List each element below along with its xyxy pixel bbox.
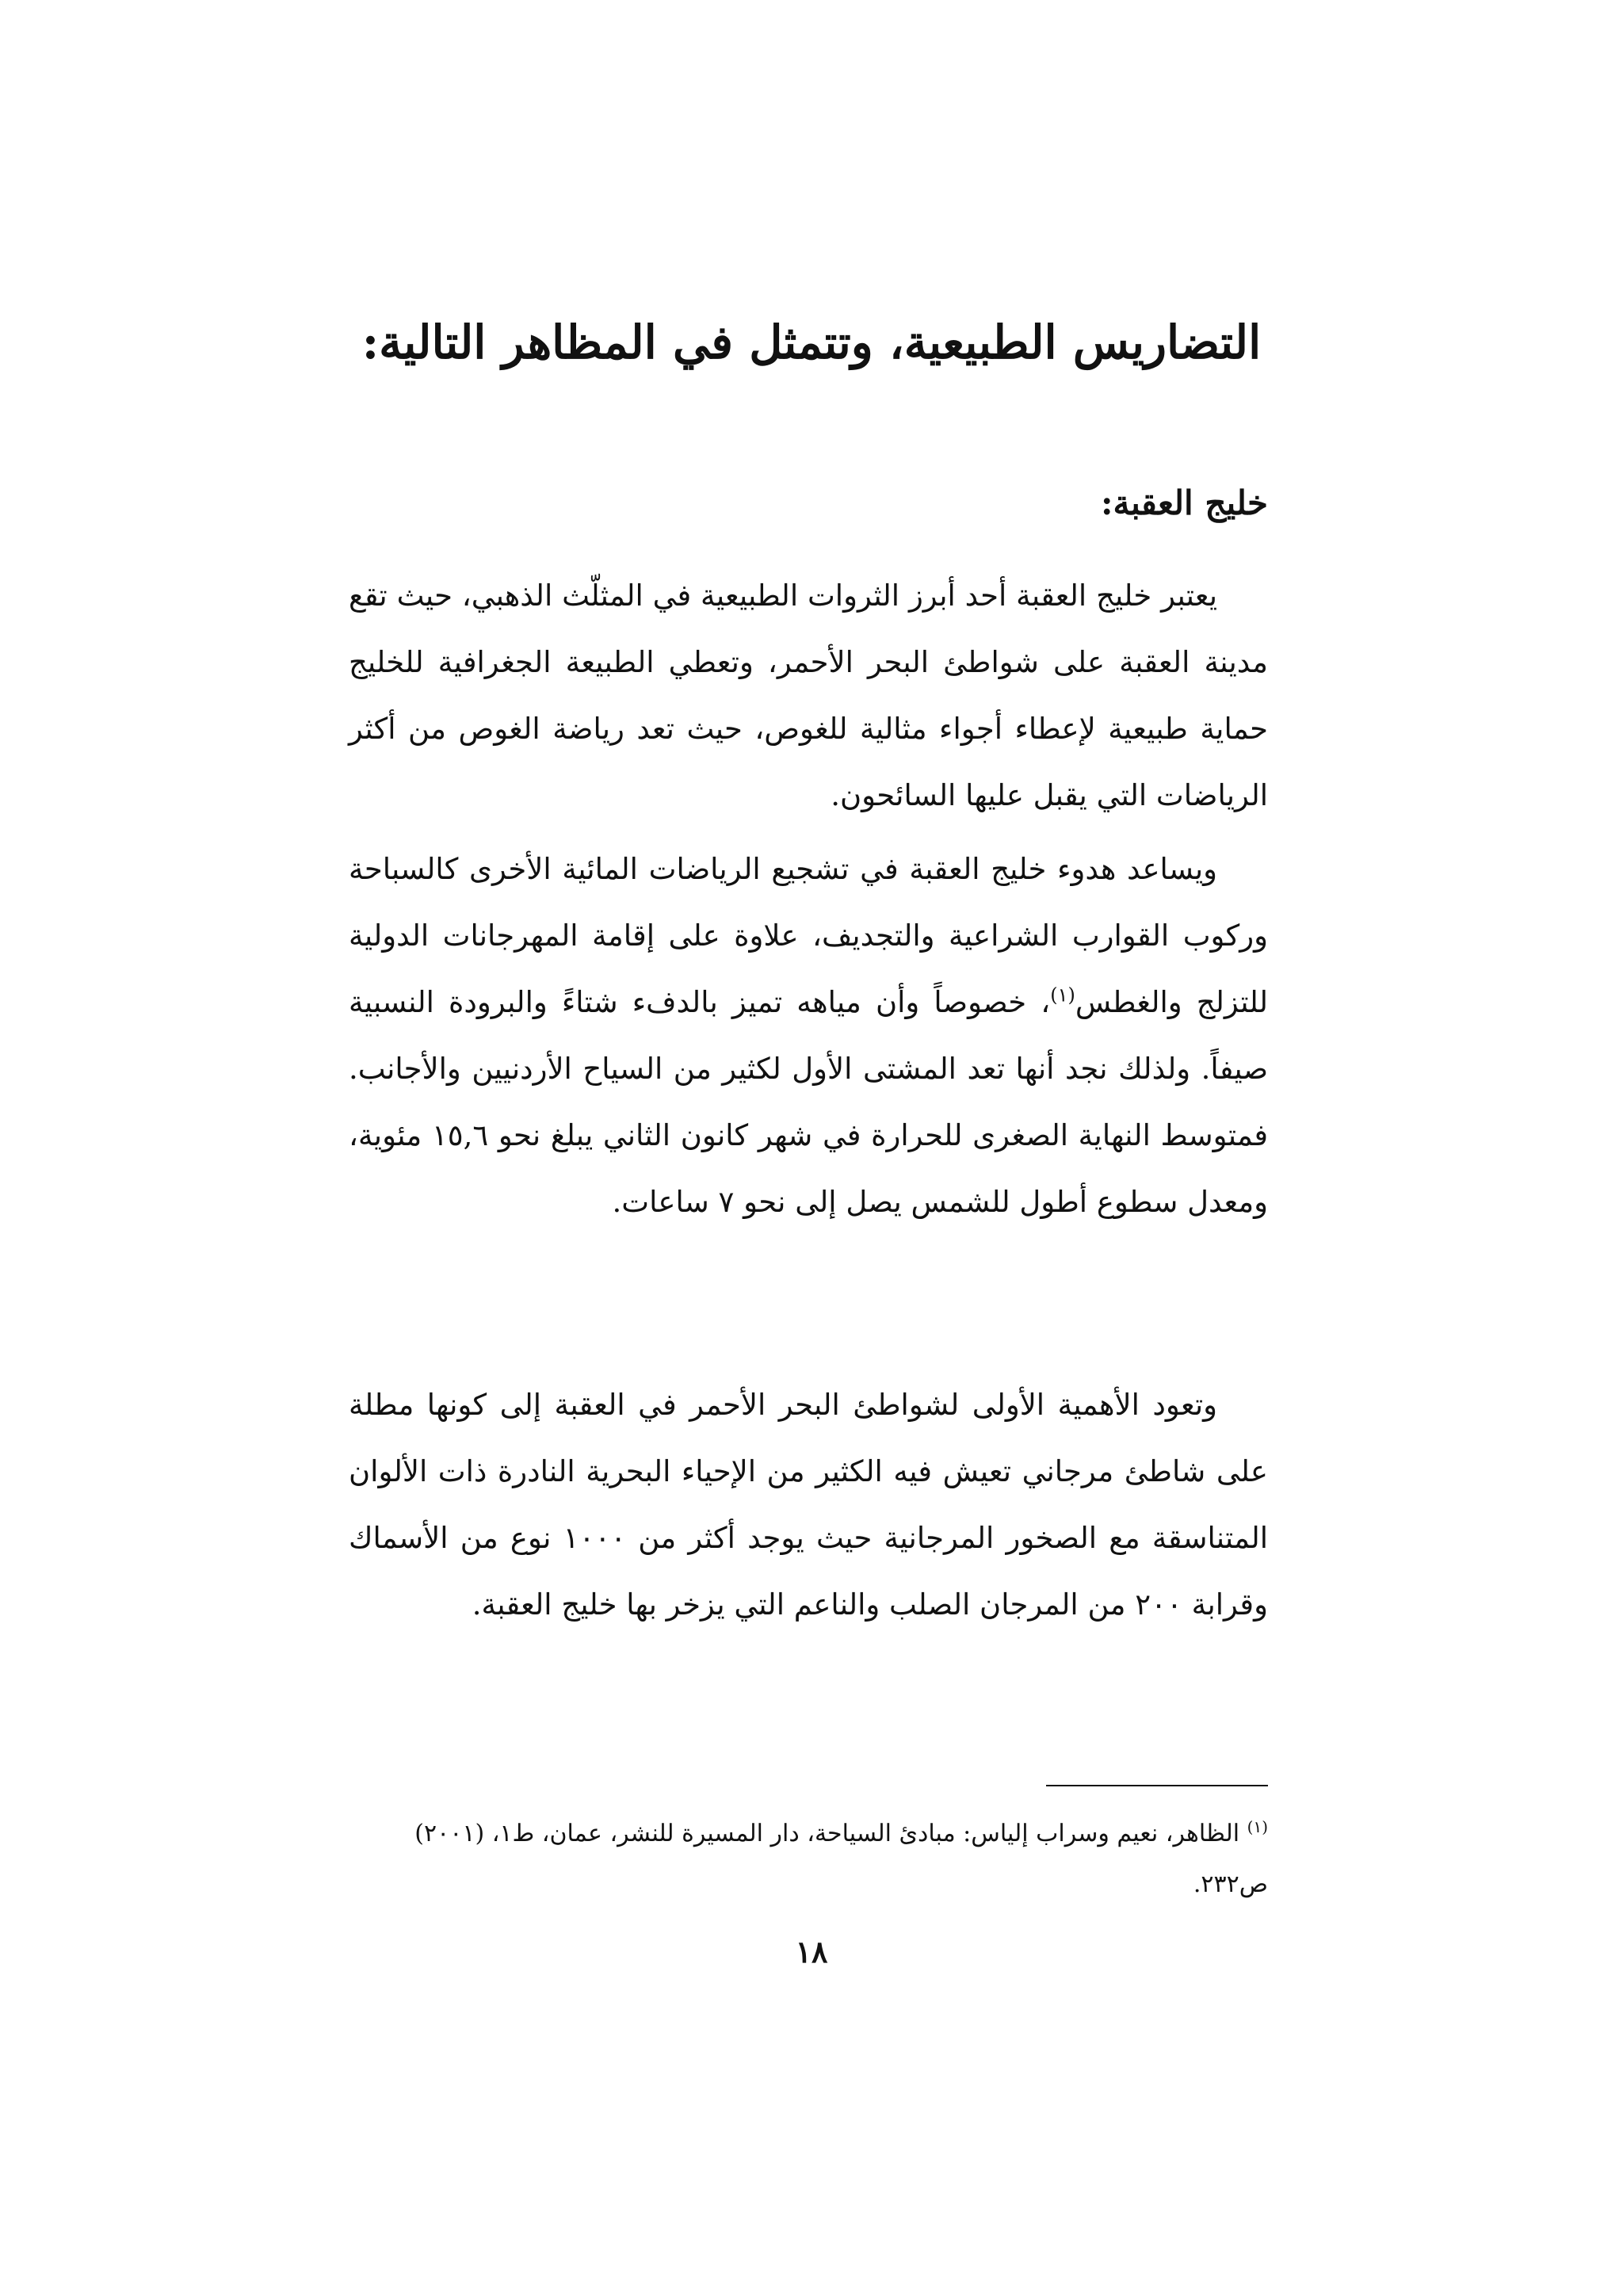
paragraph-2-text-a: ويساعد هدوء خليج العقبة في تشجيع الرياضات المائية الأخرى كالسباحة وركوب القوارب الشراعية والتجديف، علاوة على إقامة المهرجانات الدولية للتزلج والغطس: [349, 852, 1268, 1019]
section-heading: خليج العقبة:: [1101, 483, 1268, 522]
footnote-reference: (١): [1050, 984, 1075, 1007]
footnote: [349, 1809, 1268, 1910]
page-title: التضاريس الطبيعية، وتتمثل في المظاهر التالية:: [361, 315, 1262, 369]
footnote-mark: (١): [1247, 1817, 1268, 1836]
footnote-divider: [1046, 1785, 1268, 1786]
footnote-text: الظاهر، نعيم وسراب إلياس: مبادئ السياحة، دار المسيرة للنشر، عمان، ط١، (٢٠٠١) ص٢٣٢.: [414, 1820, 1268, 1898]
page-number: ١٨: [795, 1934, 828, 1969]
paragraph-2-text-b: ، خصوصاً وأن مياهه تميز بالدفء شتاءً والبرودة النسبية صيفاً. ولذلك نجد أنها تعد المشتى الأول لكثير من السياح الأردنيين والأجانب. فمتوسط النهاية الصغرى للحرارة في شهر كانون الثاني يبلغ نحو ١٥,٦ مئوية، ومعدل سطوع أطول للشمس يصل إلى نحو ٧ ساعات.: [349, 985, 1269, 1219]
paragraph-1: يعتبر خليج العقبة أحد أبرز الثروات الطبيعية في المثلّث الذهبي، حيث تقع مدينة العقبة على شواطئ البحر الأحمر، وتعطي الطبيعة الجغرافية للخليج حماية طبيعية لإعطاء أجواء مثالية للغوص، حيث تعد رياضة الغوص من أكثر الرياضات التي يقبل عليها السائحون.: [349, 579, 1268, 812]
paragraph-2: [349, 836, 1268, 1236]
paragraph-3: وتعود الأهمية الأولى لشواطئ البحر الأحمر في العقبة إلى كونها مطلة على شاطئ مرجاني تعيش فيه الكثير من الإحياء البحرية النادرة ذات الألوان المتناسقة مع الصخور المرجانية حيث يوجد أكثر من ١٠٠٠ نوع من الأسماك وقرابة ٢٠٠ من المرجان الصلب والناعم التي يزخر بها خليج العقبة.: [349, 1388, 1268, 1622]
